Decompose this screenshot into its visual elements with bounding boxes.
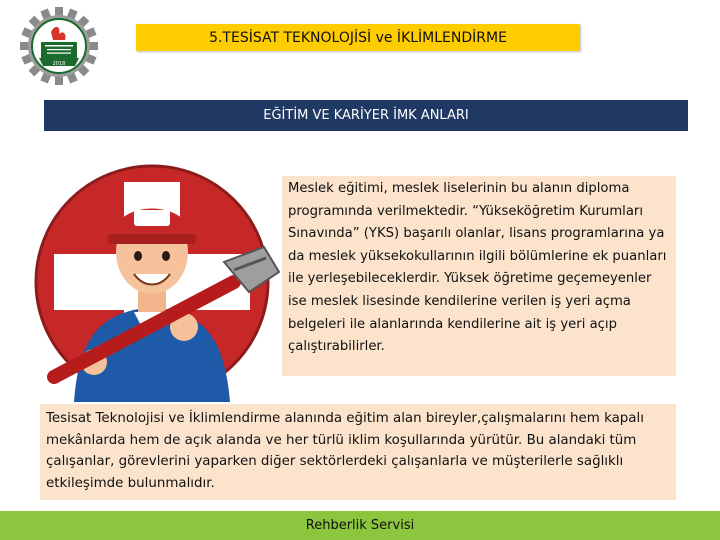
footer-bar	[0, 511, 720, 540]
footer-label: Rehberlik Servisi	[305, 518, 415, 533]
text-block-working-conditions	[40, 404, 676, 500]
section-heading	[44, 100, 688, 131]
text-block-career	[282, 176, 676, 376]
plumber-illustration	[34, 162, 324, 402]
school-logo	[8, 6, 110, 86]
page-title-text: 5.TESİSAT TEKNOLOJİSİ ve İKLİMLENDİRME	[209, 29, 507, 46]
section-heading-text: EĞİTİM VE KARİYER İMK ANLARI	[263, 108, 469, 123]
career-paragraph: Meslek eğitimi, meslek liselerinin bu alanın diploma programında verilmektedir. “Yükseköğretim Kurumları Sınavında” (YKS) başarılı olanlar, lisans programlarına ya da meslek yüksekokullarının ilgili bölümlerine ek puanları ile yerleşebileceklerdir. Yüksek öğretime geçemeyenler ise meslek lisesinde kendilerine verilen iş yeri açma belgeleri ile alanlarında kendilerine ait iş yeri açıp çalıştırabilirler.	[288, 181, 667, 355]
working-conditions-paragraph: Tesisat Teknolojisi ve İklimlendirme alanında eğitim alan bireyler,çalışmalarını hem kapalı mekânlarda hem de açık alanda ve her türlü iklim koşullarında yürütür. Bu alandaki tüm çalışanlar, görevlerini yaparken diğer sektörlerdeki çalışanlarla ve müşterilerle sağlıklı etkileşimde bulunmalıdır.	[46, 411, 644, 491]
page-title	[136, 24, 580, 51]
logo-year: 2018	[52, 61, 66, 67]
